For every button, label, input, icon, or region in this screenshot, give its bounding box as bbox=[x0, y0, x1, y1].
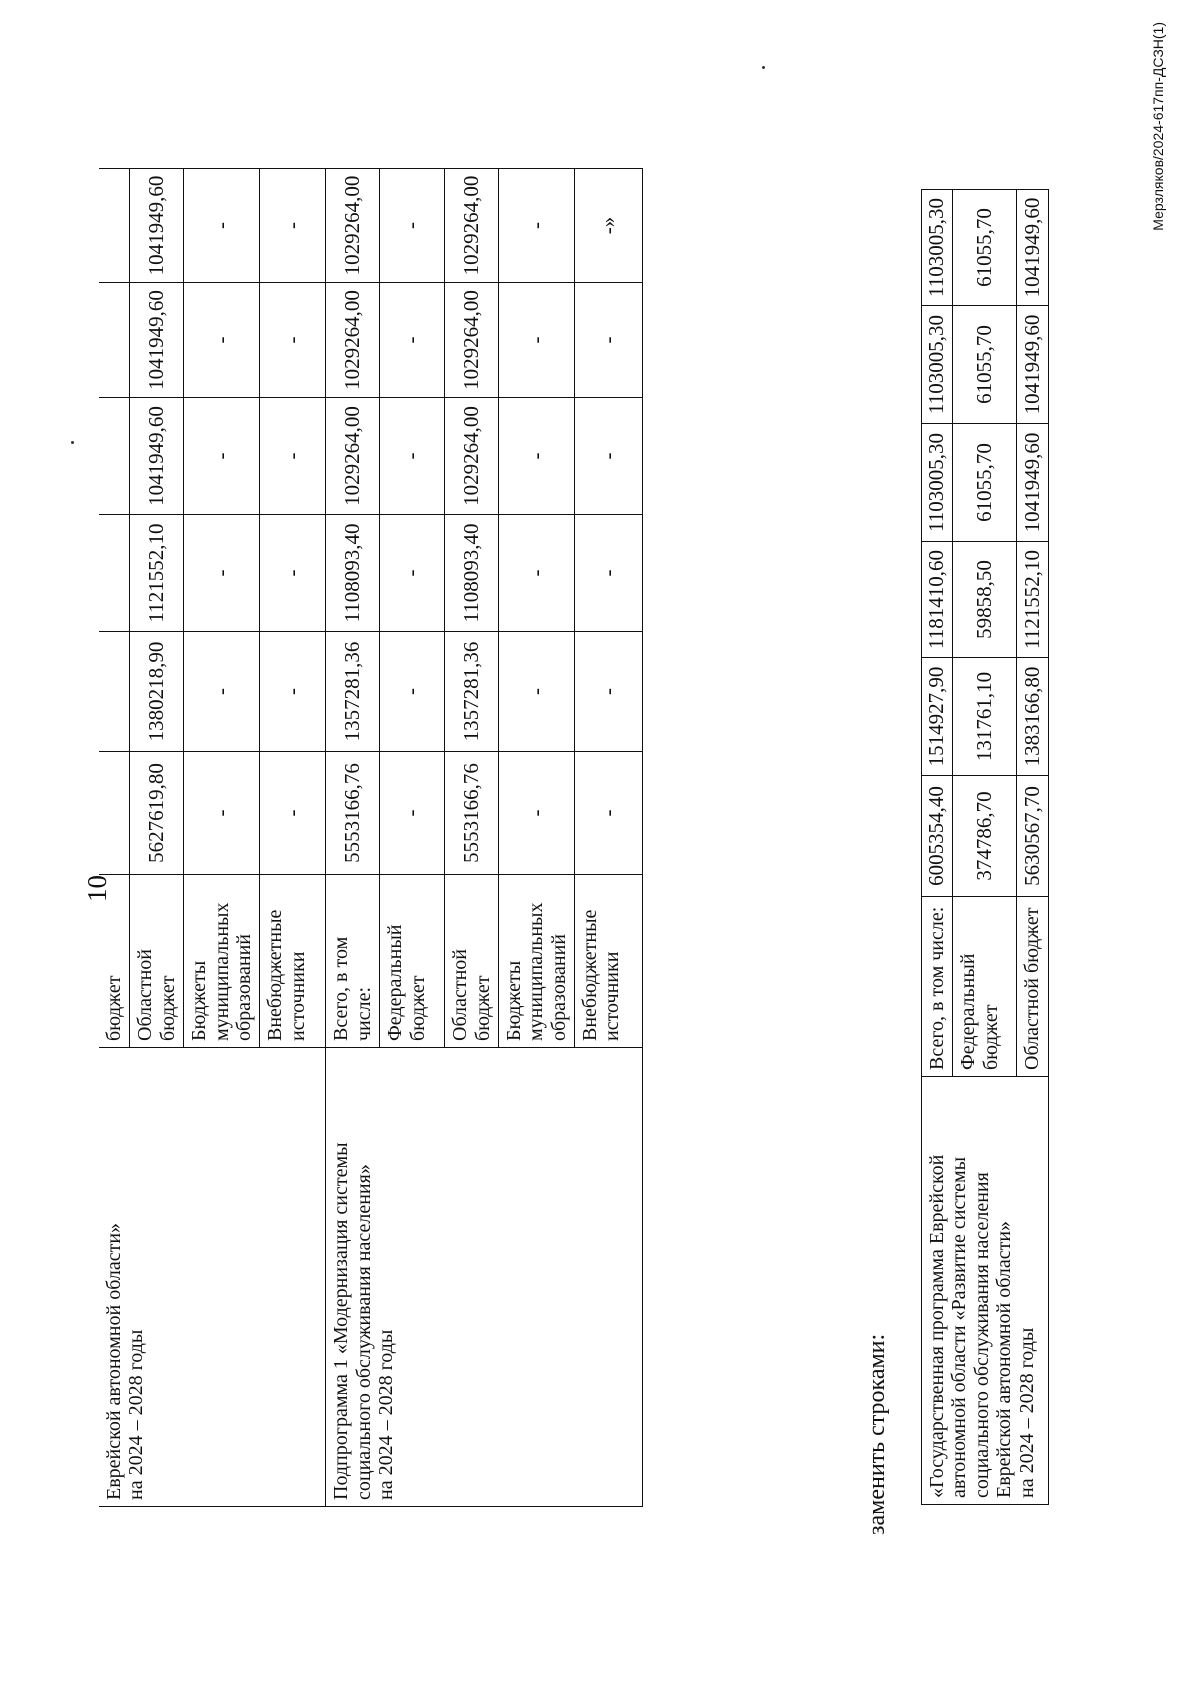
amount-cell: 1041949,60 bbox=[1017, 424, 1048, 542]
amount-cell: 59858,50 bbox=[953, 542, 1017, 658]
replacement-funding-table bbox=[921, 189, 1049, 1505]
amount-cell: 1041949,60 bbox=[1017, 190, 1048, 306]
amount-cell: 61055,70 bbox=[953, 424, 1017, 542]
amount-cell: 1357281,36 bbox=[326, 632, 380, 752]
amount-cell: - bbox=[498, 752, 574, 875]
amount-cell: - bbox=[184, 169, 260, 283]
funding-source-cell: Областной бюджет bbox=[1017, 897, 1048, 1077]
amount-cell: 1383166,80 bbox=[1017, 658, 1048, 776]
amount-cell: - bbox=[260, 632, 326, 752]
amount-cell: - bbox=[184, 515, 260, 632]
amount-cell: 61055,70 bbox=[953, 190, 1017, 306]
funding-source-cell: Федеральный бюджет bbox=[380, 875, 445, 1048]
amount-cell: - bbox=[260, 169, 326, 283]
amount-cell bbox=[99, 169, 130, 283]
amount-cell: 61055,70 bbox=[953, 306, 1017, 424]
amount-cell: 1108093,40 bbox=[326, 515, 380, 632]
scan-speck bbox=[762, 66, 765, 69]
amount-cell: 1121552,10 bbox=[130, 515, 184, 632]
amount-cell: - bbox=[380, 632, 445, 752]
amount-cell bbox=[99, 632, 130, 752]
amount-cell: - bbox=[380, 169, 445, 283]
scan-speck bbox=[71, 441, 74, 444]
amount-cell: - bbox=[260, 515, 326, 632]
amount-cell: 1357281,36 bbox=[445, 632, 499, 752]
amount-cell: 6005354,40 bbox=[922, 776, 953, 897]
amount-cell: - bbox=[498, 515, 574, 632]
amount-cell: 1121552,10 bbox=[1017, 542, 1048, 658]
amount-cell: - bbox=[575, 515, 643, 632]
amount-cell: - bbox=[184, 398, 260, 515]
amount-cell: 1103005,30 bbox=[922, 424, 953, 542]
amount-cell: 1041949,60 bbox=[130, 169, 184, 283]
amount-cell bbox=[99, 398, 130, 515]
funding-source-cell: Областной бюджет bbox=[130, 875, 184, 1048]
program-name-cell: Подпрограмма 1 «Модернизация системы социального обслуживания населения» на 2024 – 2028 годы bbox=[326, 1048, 643, 1507]
table-row bbox=[326, 169, 380, 1507]
amount-cell: 1108093,40 bbox=[445, 515, 499, 632]
amount-cell: - bbox=[380, 752, 445, 875]
amount-cell: 1041949,60 bbox=[130, 398, 184, 515]
amount-cell: - bbox=[498, 398, 574, 515]
amount-cell: - bbox=[575, 283, 643, 398]
amount-cell: - bbox=[380, 398, 445, 515]
amount-cell: 374786,70 bbox=[953, 776, 1017, 897]
funding-source-cell: бюджет bbox=[99, 875, 130, 1048]
amount-cell: 1029264,00 bbox=[326, 283, 380, 398]
replace-with-lines-text: заменить строками: bbox=[864, 1333, 890, 1535]
amount-cell: - bbox=[498, 283, 574, 398]
table-row bbox=[922, 190, 953, 1505]
program-name-cell: «Государственная программа Еврейской автономной области «Развитие системы социального обслуживания населения Еврейской автономной области» на 2024 – 2028 годы bbox=[922, 1077, 1049, 1505]
amount-cell: - bbox=[380, 515, 445, 632]
amount-cell: 1103005,30 bbox=[922, 306, 953, 424]
amount-cell bbox=[99, 283, 130, 398]
amount-cell: 5627619,80 bbox=[130, 752, 184, 875]
amount-cell: - bbox=[184, 632, 260, 752]
amount-cell: 1380218,90 bbox=[130, 632, 184, 752]
amount-cell: - bbox=[575, 632, 643, 752]
amount-cell: 1041949,60 bbox=[130, 283, 184, 398]
amount-cell: 5553166,76 bbox=[326, 752, 380, 875]
amount-cell: 1514927,90 bbox=[922, 658, 953, 776]
funding-source-cell: Бюджеты муниципальных образований bbox=[498, 875, 574, 1048]
page-number: 10 bbox=[82, 875, 112, 902]
original-funding-table bbox=[99, 168, 643, 1507]
funding-source-cell: Внебюджетные источники bbox=[260, 875, 326, 1048]
amount-cell: - bbox=[260, 283, 326, 398]
funding-source-cell: Областной бюджет bbox=[445, 875, 499, 1048]
amount-cell: 1029264,00 bbox=[445, 283, 499, 398]
amount-cell: - bbox=[498, 632, 574, 752]
amount-cell: - bbox=[498, 169, 574, 283]
amount-cell: 5553166,76 bbox=[445, 752, 499, 875]
amount-cell bbox=[99, 752, 130, 875]
amount-cell: - bbox=[260, 398, 326, 515]
funding-source-cell: Федеральный бюджет bbox=[953, 897, 1017, 1077]
amount-cell: 1181410,60 bbox=[922, 542, 953, 658]
document-code: Мерзляков/2024-617пп-ДСЗН(1) bbox=[1150, 22, 1166, 231]
funding-source-cell: Бюджеты муниципальных образований bbox=[184, 875, 260, 1048]
amount-cell: - bbox=[380, 283, 445, 398]
amount-cell: 1103005,30 bbox=[922, 190, 953, 306]
amount-cell: 1041949,60 bbox=[1017, 306, 1048, 424]
amount-cell: - bbox=[184, 283, 260, 398]
amount-cell: 1029264,00 bbox=[326, 169, 380, 283]
amount-cell: 5630567,70 bbox=[1017, 776, 1048, 897]
amount-cell: - bbox=[184, 752, 260, 875]
amount-cell: 131761,10 bbox=[953, 658, 1017, 776]
amount-cell: 1029264,00 bbox=[445, 398, 499, 515]
funding-source-cell: Всего, в том числе: bbox=[326, 875, 380, 1048]
amount-cell: - bbox=[260, 752, 326, 875]
funding-source-cell: Всего, в том числе: bbox=[922, 897, 953, 1077]
amount-cell: 1029264,00 bbox=[326, 398, 380, 515]
amount-cell: - bbox=[575, 398, 643, 515]
program-name-cell: Еврейской автономной области» на 2024 – 2028 годы bbox=[99, 1048, 326, 1507]
amount-cell: - bbox=[575, 752, 643, 875]
funding-source-cell: Внебюджетные источники bbox=[575, 875, 643, 1048]
amount-cell: 1029264,00 bbox=[445, 169, 499, 283]
amount-cell bbox=[99, 515, 130, 632]
table-row bbox=[99, 169, 130, 1507]
amount-cell: -» bbox=[575, 169, 643, 283]
